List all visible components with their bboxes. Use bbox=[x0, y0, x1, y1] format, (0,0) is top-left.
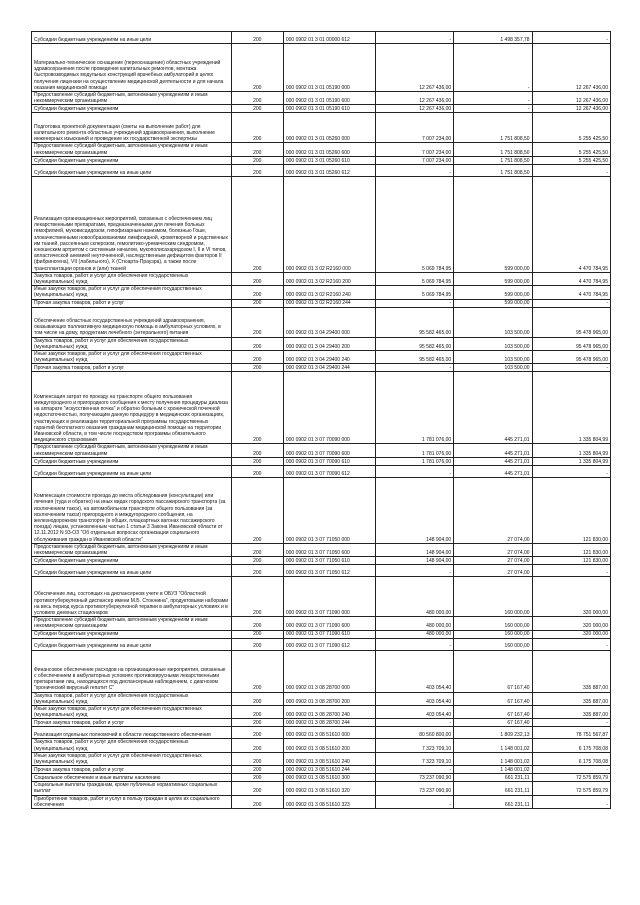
row-remaining: 6 175 708,08 bbox=[532, 752, 610, 765]
row-remaining: 72 575 859,79 bbox=[532, 782, 610, 795]
row-approved: 1 781 076,00 bbox=[375, 457, 453, 465]
row-group: 200 bbox=[231, 638, 283, 650]
row-executed: 1 498 357,78 bbox=[454, 32, 532, 44]
row-name: Обеспечение областных государственных учреждений здравоохранения, оказывающих паллиативную медицинскую помощь в амбулаторных условиях, в том числе на дому, продуктами лечебного (энтерального) питания bbox=[32, 307, 232, 337]
row-name: Прочая закупка товаров, работ и услуг bbox=[32, 766, 232, 774]
row-approved: 95 582 465,00 bbox=[375, 351, 453, 364]
table-row bbox=[32, 156, 611, 164]
row-code: 000 0902 01 3 01 05260 612 bbox=[283, 164, 375, 176]
row-approved: - bbox=[375, 565, 453, 577]
row-group: 200 bbox=[231, 364, 283, 372]
row-group: 200 bbox=[231, 774, 283, 782]
row-group: 200 bbox=[231, 176, 283, 272]
row-code: 000 0902 01 3 04 29400 244 bbox=[283, 364, 375, 372]
row-code: 000 0902 01 3 08 28700 244 bbox=[283, 719, 375, 727]
row-group: 200 bbox=[231, 752, 283, 765]
row-executed: 1 809 232,13 bbox=[454, 727, 532, 739]
row-executed: 1 751 808,50 bbox=[454, 156, 532, 164]
row-executed: 160 000,00 bbox=[454, 630, 532, 638]
row-executed: 103 500,00 bbox=[454, 307, 532, 337]
row-group: 200 bbox=[231, 465, 283, 477]
row-name: Закупка товаров, работ и услуг для обеспечения государственных (муниципальных) нужд bbox=[32, 739, 232, 752]
row-remaining: - bbox=[532, 565, 610, 577]
row-executed: 160 000,00 bbox=[454, 577, 532, 617]
row-code: 000 0902 01 3 01 05190 000 bbox=[283, 44, 375, 92]
row-approved: 5 069 784,95 bbox=[375, 272, 453, 285]
table-row bbox=[32, 774, 611, 782]
row-executed: 1 148 001,02 bbox=[454, 739, 532, 752]
row-name: Предоставление субсидий бюджетным, автономным учреждениям и иным некоммерческим организациям bbox=[32, 543, 232, 556]
row-name: Закупка товаров, работ и услуг для обеспечения государственных (муниципальных) нужд bbox=[32, 337, 232, 350]
row-approved: - bbox=[375, 766, 453, 774]
table-row bbox=[32, 782, 611, 795]
row-approved: 5 069 784,95 bbox=[375, 286, 453, 299]
row-name: Социальные выплаты гражданам, кроме публичных нормативных социальных выплат bbox=[32, 782, 232, 795]
row-remaining: 320 000,00 bbox=[532, 617, 610, 630]
row-remaining: 95 478 965,00 bbox=[532, 337, 610, 350]
table-row bbox=[32, 372, 611, 444]
table-row bbox=[32, 176, 611, 272]
row-approved: 480 000,00 bbox=[375, 630, 453, 638]
row-approved: 403 054,40 bbox=[375, 706, 453, 719]
table-row bbox=[32, 465, 611, 477]
row-group: 200 bbox=[231, 92, 283, 105]
table-row bbox=[32, 32, 611, 44]
row-name: Субсидии бюджетным учреждениям bbox=[32, 156, 232, 164]
row-approved: 95 582 465,00 bbox=[375, 337, 453, 350]
row-code: 000 0902 01 3 02 R2160 200 bbox=[283, 272, 375, 285]
row-code: 000 0902 01 3 01 05260 000 bbox=[283, 113, 375, 143]
row-group: 200 bbox=[231, 706, 283, 719]
row-executed: 160 000,00 bbox=[454, 638, 532, 650]
row-group: 200 bbox=[231, 766, 283, 774]
row-remaining: 335 887,00 bbox=[532, 692, 610, 705]
row-group: 200 bbox=[231, 557, 283, 565]
row-code: 000 0902 01 3 02 R2160 000 bbox=[283, 176, 375, 272]
row-approved: - bbox=[375, 465, 453, 477]
row-approved: 73 237 090,90 bbox=[375, 782, 453, 795]
table-row bbox=[32, 307, 611, 337]
row-approved: 480 000,00 bbox=[375, 577, 453, 617]
row-code: 000 0902 01 3 08 51610 244 bbox=[283, 766, 375, 774]
row-code: 000 0902 01 3 01 05190 610 bbox=[283, 105, 375, 113]
row-approved: 12 267 436,00 bbox=[375, 92, 453, 105]
row-name: Финансовое обеспечение расходов на организационные мероприятия, связанные с обеспечением в амбулаторных условиях противовирусными лекарственными препаратами лиц, находящихся под диспансерным наблюдением, с диагнозом "хронический вирусный гепатит С" bbox=[32, 650, 232, 692]
row-remaining: 95 478 965,00 bbox=[532, 307, 610, 337]
row-code: 000 0902 01 3 01 05260 610 bbox=[283, 156, 375, 164]
row-remaining: 1 335 804,99 bbox=[532, 444, 610, 457]
row-code: 000 0902 01 3 01 00000 612 bbox=[283, 32, 375, 44]
row-code: 000 0902 01 3 08 51610 000 bbox=[283, 727, 375, 739]
row-group: 200 bbox=[231, 44, 283, 92]
table-row bbox=[32, 565, 611, 577]
row-remaining: 4 470 784,95 bbox=[532, 272, 610, 285]
row-code: 000 0902 01 3 04 29400 240 bbox=[283, 351, 375, 364]
row-approved: - bbox=[375, 299, 453, 307]
table-row bbox=[32, 457, 611, 465]
row-code: 000 0902 01 3 08 51610 320 bbox=[283, 782, 375, 795]
row-remaining: - bbox=[532, 32, 610, 44]
table-row bbox=[32, 557, 611, 565]
table-row bbox=[32, 105, 611, 113]
row-executed: 661 231,11 bbox=[454, 774, 532, 782]
row-code: 000 0902 01 3 02 R2160 244 bbox=[283, 299, 375, 307]
row-remaining: 121 830,00 bbox=[532, 477, 610, 543]
row-name: Субсидии бюджетным учреждениям bbox=[32, 105, 232, 113]
row-name: Предоставление субсидий бюджетным, автономным учреждениям и иным некоммерческим организациям bbox=[32, 444, 232, 457]
row-remaining: - bbox=[532, 795, 610, 808]
row-code: 000 0902 01 3 07 70090 612 bbox=[283, 465, 375, 477]
row-executed: 599 000,00 bbox=[454, 286, 532, 299]
row-remaining: 4 470 784,95 bbox=[532, 176, 610, 272]
row-approved: - bbox=[375, 719, 453, 727]
row-executed: 67 167,40 bbox=[454, 706, 532, 719]
row-executed: 599 000,00 bbox=[454, 272, 532, 285]
table-row bbox=[32, 739, 611, 752]
row-name: Субсидии бюджетным учреждениям bbox=[32, 557, 232, 565]
row-name: Иные закупки товаров, работ и услуг для обеспечения государственных (муниципальных) нужд bbox=[32, 351, 232, 364]
budget-table bbox=[31, 31, 611, 809]
row-executed: 661 231,11 bbox=[454, 782, 532, 795]
row-code: 000 0902 01 3 07 71050 000 bbox=[283, 477, 375, 543]
row-code: 000 0902 01 3 07 71050 610 bbox=[283, 557, 375, 565]
row-executed: 27 074,00 bbox=[454, 565, 532, 577]
row-group: 200 bbox=[231, 577, 283, 617]
row-group: 200 bbox=[231, 543, 283, 556]
row-name: Прочая закупка товаров, работ и услуг bbox=[32, 364, 232, 372]
row-executed: 445 271,01 bbox=[454, 465, 532, 477]
row-executed: 599 000,00 bbox=[454, 299, 532, 307]
row-remaining: 121 830,00 bbox=[532, 557, 610, 565]
row-approved: 5 069 784,95 bbox=[375, 176, 453, 272]
row-name: Закупка товаров, работ и услуг для обеспечения государственных (муниципальных) нужд bbox=[32, 692, 232, 705]
table-row bbox=[32, 113, 611, 143]
row-name: Прочая закупка товаров, работ и услуг bbox=[32, 299, 232, 307]
row-name: Предоставление субсидий бюджетным, автономным учреждениям и иным некоммерческим организациям bbox=[32, 143, 232, 156]
row-approved: 7 007 234,00 bbox=[375, 156, 453, 164]
row-remaining: 78 751 567,87 bbox=[532, 727, 610, 739]
row-remaining: 335 887,00 bbox=[532, 706, 610, 719]
row-executed: 160 000,00 bbox=[454, 617, 532, 630]
row-remaining: 72 575 859,79 bbox=[532, 774, 610, 782]
row-remaining: 95 478 965,00 bbox=[532, 351, 610, 364]
row-code: 000 0902 01 3 08 51610 200 bbox=[283, 739, 375, 752]
row-group: 200 bbox=[231, 692, 283, 705]
table-row bbox=[32, 272, 611, 285]
table-row bbox=[32, 444, 611, 457]
table-row bbox=[32, 719, 611, 727]
row-code: 000 0902 01 3 08 51610 323 bbox=[283, 795, 375, 808]
row-name: Социальное обеспечение и иные выплаты населению bbox=[32, 774, 232, 782]
row-approved: 7 007 234,00 bbox=[375, 143, 453, 156]
row-code: 000 0902 01 3 04 29400 000 bbox=[283, 307, 375, 337]
row-name: Компенсация стоимости проезда до места обследования (консультации) или лечения (туда и обратно) на иных видах городского пассажирского транспорта (за исключением такси), на автомобильном транспорте общего пользования (за исключением такси) пригородного и междугородного сообщения, на железнодорожном транспорте (в общих, плацкартных вагонах пассажирского поезда) лицам, установленным частью 1 статьи 3 Закона Ивановской области от 12.11.2012 N 93-ОЗ "Об отдельных вопросах организации социального обслуживания граждан в Ивановской области" bbox=[32, 477, 232, 543]
row-group: 200 bbox=[231, 630, 283, 638]
row-group: 200 bbox=[231, 32, 283, 44]
budget-table-body bbox=[32, 32, 611, 809]
row-remaining: 6 175 708,08 bbox=[532, 739, 610, 752]
table-row bbox=[32, 727, 611, 739]
row-name: Субсидии бюджетным учреждениям на иные цели bbox=[32, 565, 232, 577]
row-group: 200 bbox=[231, 307, 283, 337]
row-name: Иные закупки товаров, работ и услуг для обеспечения государственных (муниципальных) нужд bbox=[32, 752, 232, 765]
row-approved: 73 237 090,90 bbox=[375, 774, 453, 782]
row-name: Реализация организационных мероприятий, связанных с обеспечением лиц лекарственными препаратами, предназначенными для лечения больных гемофилией, муковисцидозом, гипофизарным нанизмом, болезнью Гоше, злокачественными новообразованиями лимфоидной, кроветворной и родственных им тканей, рассеянным склерозом, гемолитико-уремическим синдромом, юношеским артритом с системным началом, мукополисахаридозом I, II и VI типов, апластической анемией неуточненной, наследственным дефицитом факторов II (фибриногена), VII (лабильного), X (Стюарта-Прауэра), а также после трансплантации органов и (или) тканей bbox=[32, 176, 232, 272]
row-name: Субсидии бюджетным учреждениям на иные цели bbox=[32, 32, 232, 44]
row-approved: - bbox=[375, 364, 453, 372]
row-name: Обеспечение лиц, состоящих на диспансерном учете в ОБУЗ "Областной противотуберкулезный диспансер имени М.Б. Стоюнина", продуктовыми наборами на весь период курса противотуберкулезной терапии в амбулаторных условиях и в условиях дневных стационаров bbox=[32, 577, 232, 617]
row-name: Субсидии бюджетным учреждениям на иные цели bbox=[32, 465, 232, 477]
table-row bbox=[32, 477, 611, 543]
row-executed: - bbox=[454, 92, 532, 105]
row-name: Субсидии бюджетным учреждениям на иные цели bbox=[32, 164, 232, 176]
row-name: Подготовка проектной документации (сметы на выполнение работ) для капитального ремонта областных учреждений здравоохранения, выполнение инженерных изысканий и проведение их государственной экспертизы bbox=[32, 113, 232, 143]
table-row bbox=[32, 692, 611, 705]
table-row bbox=[32, 92, 611, 105]
row-group: 200 bbox=[231, 351, 283, 364]
row-code: 000 0902 01 3 07 71090 612 bbox=[283, 638, 375, 650]
row-executed: 103 500,00 bbox=[454, 351, 532, 364]
row-name: Приобретение товаров, работ и услуг в пользу граждан в целях их социального обеспечения bbox=[32, 795, 232, 808]
table-row bbox=[32, 543, 611, 556]
row-group: 200 bbox=[231, 143, 283, 156]
row-executed: - bbox=[454, 44, 532, 92]
row-group: 200 bbox=[231, 105, 283, 113]
row-remaining: - bbox=[532, 299, 610, 307]
row-code: 000 0902 01 3 07 70090 000 bbox=[283, 372, 375, 444]
row-code: 000 0902 01 3 08 28700 240 bbox=[283, 706, 375, 719]
row-name: Субсидии бюджетным учреждениям bbox=[32, 457, 232, 465]
row-approved: 7 323 709,10 bbox=[375, 739, 453, 752]
table-row bbox=[32, 143, 611, 156]
row-executed: 27 074,00 bbox=[454, 477, 532, 543]
row-remaining: 5 255 425,50 bbox=[532, 113, 610, 143]
table-row bbox=[32, 577, 611, 617]
table-row bbox=[32, 795, 611, 808]
row-remaining: 5 255 425,50 bbox=[532, 143, 610, 156]
row-remaining: - bbox=[532, 164, 610, 176]
row-executed: 1 148 001,02 bbox=[454, 752, 532, 765]
row-name: Компенсация затрат по проезду на транспорте общего пользования междугородного и пригородного сообщения к месту получения процедуры диализа на аппарате "искусственная почка" и обратно больным с хронической почечной недостаточностью, получающим данную процедуру в медицинских организациях, участвующих в реализации территориальной программы государственных гарантий бесплатного оказания гражданам медицинской помощи на территории Ивановской области, в том числе посредством программы обязательного медицинского страхования bbox=[32, 372, 232, 444]
row-remaining: 1 335 804,99 bbox=[532, 372, 610, 444]
row-group: 200 bbox=[231, 617, 283, 630]
row-approved: 7 007 234,00 bbox=[375, 113, 453, 143]
row-approved: 80 560 800,00 bbox=[375, 727, 453, 739]
row-group: 200 bbox=[231, 164, 283, 176]
row-name: Предоставление субсидий бюджетным, автономным учреждениям и иным некоммерческим организациям bbox=[32, 617, 232, 630]
row-group: 200 bbox=[231, 477, 283, 543]
row-executed: 1 751 808,50 bbox=[454, 143, 532, 156]
row-executed: 1 751 808,50 bbox=[454, 164, 532, 176]
table-row bbox=[32, 766, 611, 774]
row-approved: 7 323 709,10 bbox=[375, 752, 453, 765]
table-row bbox=[32, 299, 611, 307]
row-group: 200 bbox=[231, 286, 283, 299]
row-code: 000 0902 01 3 02 R2160 240 bbox=[283, 286, 375, 299]
table-row bbox=[32, 752, 611, 765]
row-approved: 1 781 076,00 bbox=[375, 372, 453, 444]
row-remaining: 5 255 425,50 bbox=[532, 156, 610, 164]
row-executed: 445 271,01 bbox=[454, 444, 532, 457]
row-code: 000 0902 01 3 04 29400 200 bbox=[283, 337, 375, 350]
row-group: 200 bbox=[231, 299, 283, 307]
row-group: 200 bbox=[231, 795, 283, 808]
row-approved: 1 781 076,00 bbox=[375, 444, 453, 457]
row-name: Реализация отдельных полномочий в области лекарственного обеспечения bbox=[32, 727, 232, 739]
row-approved: - bbox=[375, 638, 453, 650]
row-remaining: 1 335 804,99 bbox=[532, 457, 610, 465]
row-executed: 67 167,40 bbox=[454, 719, 532, 727]
row-executed: 661 231,11 bbox=[454, 795, 532, 808]
row-group: 200 bbox=[231, 565, 283, 577]
row-group: 200 bbox=[231, 113, 283, 143]
row-executed: 445 271,01 bbox=[454, 372, 532, 444]
row-code: 000 0902 01 3 08 28700 000 bbox=[283, 650, 375, 692]
row-executed: 103 500,00 bbox=[454, 337, 532, 350]
row-name: Иные закупки товаров, работ и услуг для обеспечения государственных (муниципальных) нужд bbox=[32, 706, 232, 719]
row-group: 200 bbox=[231, 457, 283, 465]
row-name: Иные закупки товаров, работ и услуг для обеспечения государственных (муниципальных) нужд bbox=[32, 286, 232, 299]
row-executed: 27 074,00 bbox=[454, 543, 532, 556]
row-approved: - bbox=[375, 795, 453, 808]
row-code: 000 0902 01 3 01 05260 600 bbox=[283, 143, 375, 156]
row-executed: 599 000,00 bbox=[454, 176, 532, 272]
row-code: 000 0902 01 3 07 70090 610 bbox=[283, 457, 375, 465]
row-group: 200 bbox=[231, 156, 283, 164]
row-name: Субсидии бюджетным учреждениям на иные цели bbox=[32, 638, 232, 650]
row-remaining: 12 267 436,00 bbox=[532, 44, 610, 92]
row-remaining: - bbox=[532, 766, 610, 774]
row-code: 000 0902 01 3 01 05190 600 bbox=[283, 92, 375, 105]
row-group: 200 bbox=[231, 444, 283, 457]
row-group: 200 bbox=[231, 782, 283, 795]
row-approved: 403 054,40 bbox=[375, 650, 453, 692]
row-remaining: 4 470 784,95 bbox=[532, 286, 610, 299]
row-remaining: 12 267 436,00 bbox=[532, 92, 610, 105]
row-approved: - bbox=[375, 32, 453, 44]
row-remaining: 320 000,00 bbox=[532, 630, 610, 638]
row-group: 200 bbox=[231, 650, 283, 692]
table-row bbox=[32, 164, 611, 176]
row-name: Закупка товаров, работ и услуг для обеспечения государственных (муниципальных) нужд bbox=[32, 272, 232, 285]
row-code: 000 0902 01 3 07 70090 600 bbox=[283, 444, 375, 457]
row-code: 000 0902 01 3 07 71050 600 bbox=[283, 543, 375, 556]
row-executed: 1 751 808,50 bbox=[454, 113, 532, 143]
row-approved: 95 582 465,00 bbox=[375, 307, 453, 337]
row-name: Субсидии бюджетным учреждениям bbox=[32, 630, 232, 638]
row-remaining: 335 887,00 bbox=[532, 650, 610, 692]
row-approved: 12 267 436,00 bbox=[375, 105, 453, 113]
row-code: 000 0902 01 3 08 51610 240 bbox=[283, 752, 375, 765]
table-row bbox=[32, 286, 611, 299]
row-code: 000 0902 01 3 08 51610 300 bbox=[283, 774, 375, 782]
row-group: 200 bbox=[231, 337, 283, 350]
row-remaining: 12 267 436,00 bbox=[532, 105, 610, 113]
row-remaining: - bbox=[532, 638, 610, 650]
row-group: 200 bbox=[231, 372, 283, 444]
table-row bbox=[32, 638, 611, 650]
row-approved: 148 904,00 bbox=[375, 477, 453, 543]
row-name: Предоставление субсидий бюджетным, автономным учреждениям и иным некоммерческим организациям bbox=[32, 92, 232, 105]
table-row bbox=[32, 44, 611, 92]
table-row bbox=[32, 617, 611, 630]
row-approved: 480 000,00 bbox=[375, 617, 453, 630]
row-group: 200 bbox=[231, 739, 283, 752]
table-row bbox=[32, 650, 611, 692]
row-code: 000 0902 01 3 08 28700 200 bbox=[283, 692, 375, 705]
table-row bbox=[32, 351, 611, 364]
row-code: 000 0902 01 3 07 71090 600 bbox=[283, 617, 375, 630]
row-approved: 12 267 436,00 bbox=[375, 44, 453, 92]
row-group: 200 bbox=[231, 272, 283, 285]
row-approved: - bbox=[375, 164, 453, 176]
table-row bbox=[32, 706, 611, 719]
row-code: 000 0902 01 3 07 71050 612 bbox=[283, 565, 375, 577]
table-row bbox=[32, 337, 611, 350]
row-approved: 148 904,00 bbox=[375, 557, 453, 565]
row-executed: 1 148 001,02 bbox=[454, 766, 532, 774]
row-executed: - bbox=[454, 105, 532, 113]
row-remaining: 320 000,00 bbox=[532, 577, 610, 617]
table-row bbox=[32, 630, 611, 638]
row-name: Прочая закупка товаров, работ и услуг bbox=[32, 719, 232, 727]
row-executed: 67 167,40 bbox=[454, 692, 532, 705]
row-remaining: - bbox=[532, 364, 610, 372]
row-remaining: - bbox=[532, 465, 610, 477]
row-executed: 103 500,00 bbox=[454, 364, 532, 372]
row-approved: 403 054,40 bbox=[375, 692, 453, 705]
row-remaining: - bbox=[532, 719, 610, 727]
row-executed: 445 271,01 bbox=[454, 457, 532, 465]
row-approved: 148 904,00 bbox=[375, 543, 453, 556]
row-executed: 67 167,40 bbox=[454, 650, 532, 692]
row-executed: 27 074,00 bbox=[454, 557, 532, 565]
row-group: 200 bbox=[231, 719, 283, 727]
row-name: Материально-техническое оснащение (переоснащение) областных учреждений здравоохранения после проведения капитальных ремонтов, монтажа быстровозводимых модульных конструкций врачебных амбулаторий в целях получения лицензии на осуществление медицинской деятельности и для начала оказания медицинской помощи bbox=[32, 44, 232, 92]
row-code: 000 0902 01 3 07 71090 000 bbox=[283, 577, 375, 617]
row-remaining: 121 830,00 bbox=[532, 543, 610, 556]
row-group: 200 bbox=[231, 727, 283, 739]
table-row bbox=[32, 364, 611, 372]
row-code: 000 0902 01 3 07 71090 610 bbox=[283, 630, 375, 638]
